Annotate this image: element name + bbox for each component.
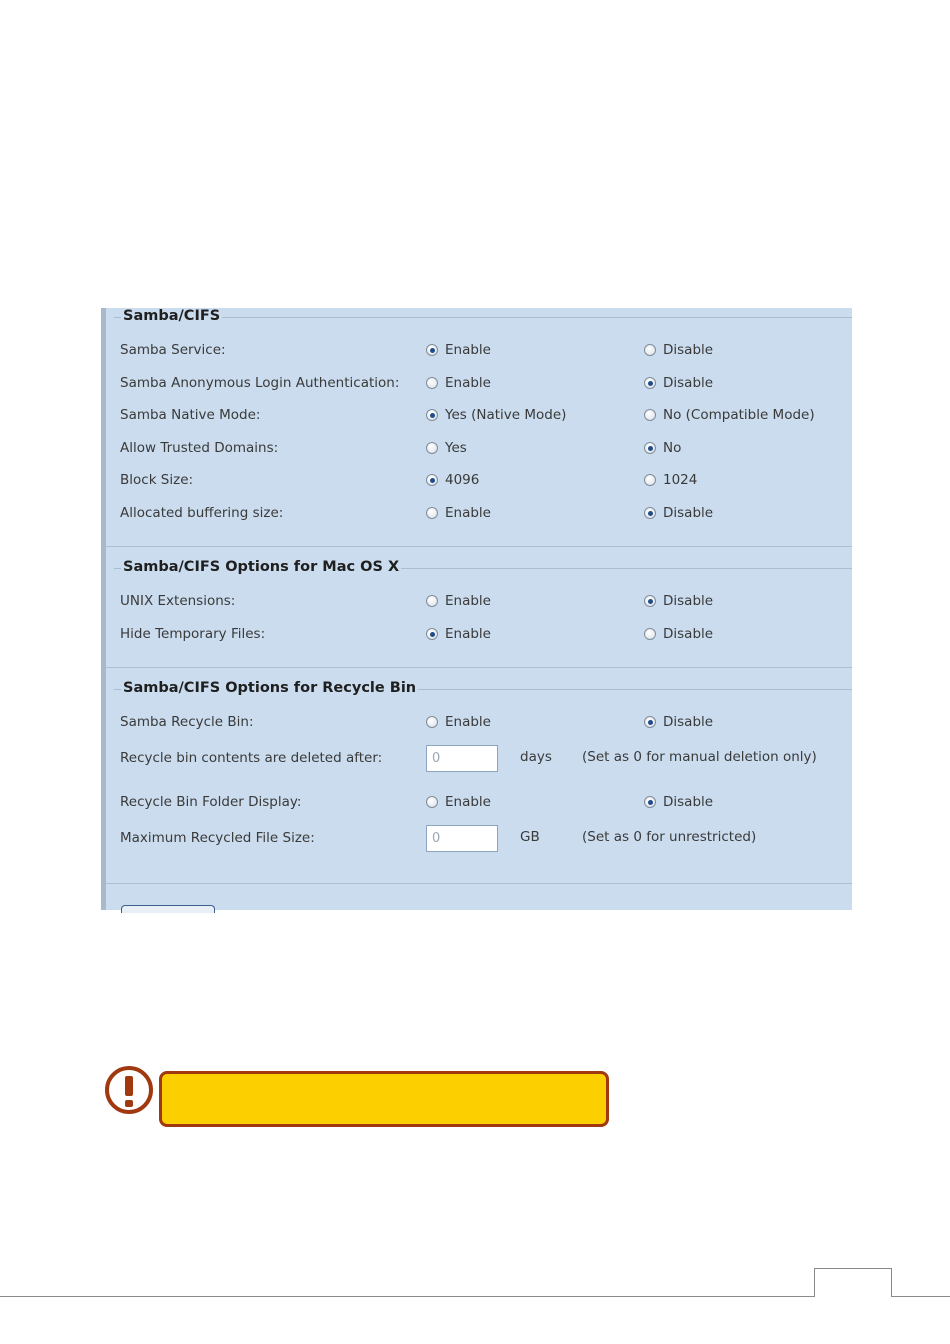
row-label: Block Size: bbox=[120, 472, 194, 488]
radio-checked-icon[interactable] bbox=[426, 344, 438, 356]
days-unit-label: days bbox=[520, 749, 552, 765]
hide-temp-files-disable-radio[interactable]: Disable bbox=[644, 626, 713, 642]
deleted-after-hint: (Set as 0 for manual deletion only) bbox=[582, 749, 817, 765]
row-max-file-size bbox=[106, 824, 852, 854]
row-label: Recycle Bin Folder Display: bbox=[120, 794, 302, 810]
apply-button[interactable] bbox=[121, 905, 215, 913]
warning-callout-box bbox=[159, 1071, 609, 1127]
row-label: UNIX Extensions: bbox=[120, 593, 236, 609]
native-mode-yes-radio[interactable]: Yes (Native Mode) bbox=[426, 407, 566, 423]
radio-checked-icon[interactable] bbox=[426, 474, 438, 486]
native-mode-no-radio[interactable]: No (Compatible Mode) bbox=[644, 407, 815, 423]
footer-rule bbox=[0, 1296, 950, 1297]
block-size-4096-radio[interactable]: 4096 bbox=[426, 472, 479, 488]
radio-checked-icon[interactable] bbox=[644, 716, 656, 728]
row-samba-service bbox=[106, 342, 852, 362]
radio-checked-icon[interactable] bbox=[644, 442, 656, 454]
trusted-domains-yes-radio[interactable]: Yes bbox=[426, 440, 467, 456]
radio-unchecked-icon[interactable] bbox=[426, 796, 438, 808]
radio-unchecked-icon[interactable] bbox=[426, 377, 438, 389]
gb-unit-label: GB bbox=[520, 829, 540, 845]
anonymous-login-enable-radio[interactable]: Enable bbox=[426, 375, 491, 391]
recycle-bin-enable-radio[interactable]: Enable bbox=[426, 714, 491, 730]
row-label: Samba Recycle Bin: bbox=[120, 714, 254, 730]
max-file-size-input[interactable] bbox=[426, 825, 498, 852]
row-hide-temp-files bbox=[106, 626, 852, 646]
hide-temp-files-enable-radio[interactable]: Enable bbox=[426, 626, 491, 642]
radio-checked-icon[interactable] bbox=[644, 507, 656, 519]
row-buffering-size bbox=[106, 505, 852, 525]
radio-unchecked-icon[interactable] bbox=[644, 628, 656, 640]
row-block-size bbox=[106, 472, 852, 492]
radio-unchecked-icon[interactable] bbox=[644, 474, 656, 486]
trusted-domains-no-radio[interactable]: No bbox=[644, 440, 681, 456]
folder-display-disable-radio[interactable]: Disable bbox=[644, 794, 713, 810]
samba-service-disable-radio[interactable]: Disable bbox=[644, 342, 713, 358]
radio-unchecked-icon[interactable] bbox=[426, 595, 438, 607]
row-label: Allocated buffering size: bbox=[120, 505, 284, 521]
row-trusted-domains bbox=[106, 440, 852, 460]
recycle-bin-disable-radio[interactable]: Disable bbox=[644, 714, 713, 730]
unix-extensions-disable-radio[interactable]: Disable bbox=[644, 593, 713, 609]
exclamation-dot bbox=[125, 1100, 133, 1107]
section-recycle-bin bbox=[106, 680, 852, 883]
row-label: Allow Trusted Domains: bbox=[120, 440, 279, 456]
buffering-size-enable-radio[interactable]: Enable bbox=[426, 505, 491, 521]
radio-unchecked-icon[interactable] bbox=[426, 442, 438, 454]
radio-checked-icon[interactable] bbox=[644, 595, 656, 607]
row-label: Samba Native Mode: bbox=[120, 407, 261, 423]
row-anonymous-login bbox=[106, 375, 852, 395]
row-label: Maximum Recycled File Size: bbox=[120, 830, 315, 846]
row-unix-extensions bbox=[106, 593, 852, 613]
section-samba-cifs bbox=[106, 308, 852, 546]
row-native-mode bbox=[106, 407, 852, 427]
section-legend: Samba/CIFS Options for Mac OS X bbox=[123, 559, 400, 575]
page-number-tab bbox=[814, 1268, 892, 1297]
block-size-1024-radio[interactable]: 1024 bbox=[644, 472, 697, 488]
section-mac-os-x bbox=[106, 559, 852, 667]
samba-service-enable-radio[interactable]: Enable bbox=[426, 342, 491, 358]
row-label: Samba Anonymous Login Authentication: bbox=[120, 375, 400, 391]
radio-unchecked-icon[interactable] bbox=[644, 409, 656, 421]
row-label: Samba Service: bbox=[120, 342, 226, 358]
radio-checked-icon[interactable] bbox=[644, 796, 656, 808]
row-recycle-bin bbox=[106, 714, 852, 734]
buffering-size-disable-radio[interactable]: Disable bbox=[644, 505, 713, 521]
legend-divider bbox=[114, 317, 852, 318]
section-divider bbox=[106, 667, 852, 668]
radio-checked-icon[interactable] bbox=[426, 409, 438, 421]
folder-display-enable-radio[interactable]: Enable bbox=[426, 794, 491, 810]
section-legend: Samba/CIFS bbox=[123, 308, 221, 324]
section-legend: Samba/CIFS Options for Recycle Bin bbox=[123, 680, 417, 696]
anonymous-login-disable-radio[interactable]: Disable bbox=[644, 375, 713, 391]
exclamation-bar bbox=[125, 1076, 133, 1096]
section-divider bbox=[106, 546, 852, 547]
row-deleted-after bbox=[106, 744, 852, 774]
row-folder-display bbox=[106, 794, 852, 814]
samba-cifs-settings-panel bbox=[101, 308, 852, 910]
radio-checked-icon[interactable] bbox=[426, 628, 438, 640]
max-size-hint: (Set as 0 for unrestricted) bbox=[582, 829, 757, 845]
unix-extensions-enable-radio[interactable]: Enable bbox=[426, 593, 491, 609]
radio-unchecked-icon[interactable] bbox=[426, 507, 438, 519]
section-divider bbox=[106, 883, 852, 884]
radio-checked-icon[interactable] bbox=[644, 377, 656, 389]
row-label: Recycle bin contents are deleted after: bbox=[120, 750, 383, 766]
radio-unchecked-icon[interactable] bbox=[426, 716, 438, 728]
exclamation-circle-icon bbox=[105, 1066, 153, 1114]
row-label: Hide Temporary Files: bbox=[120, 626, 266, 642]
radio-unchecked-icon[interactable] bbox=[644, 344, 656, 356]
deleted-after-days-input[interactable] bbox=[426, 745, 498, 772]
